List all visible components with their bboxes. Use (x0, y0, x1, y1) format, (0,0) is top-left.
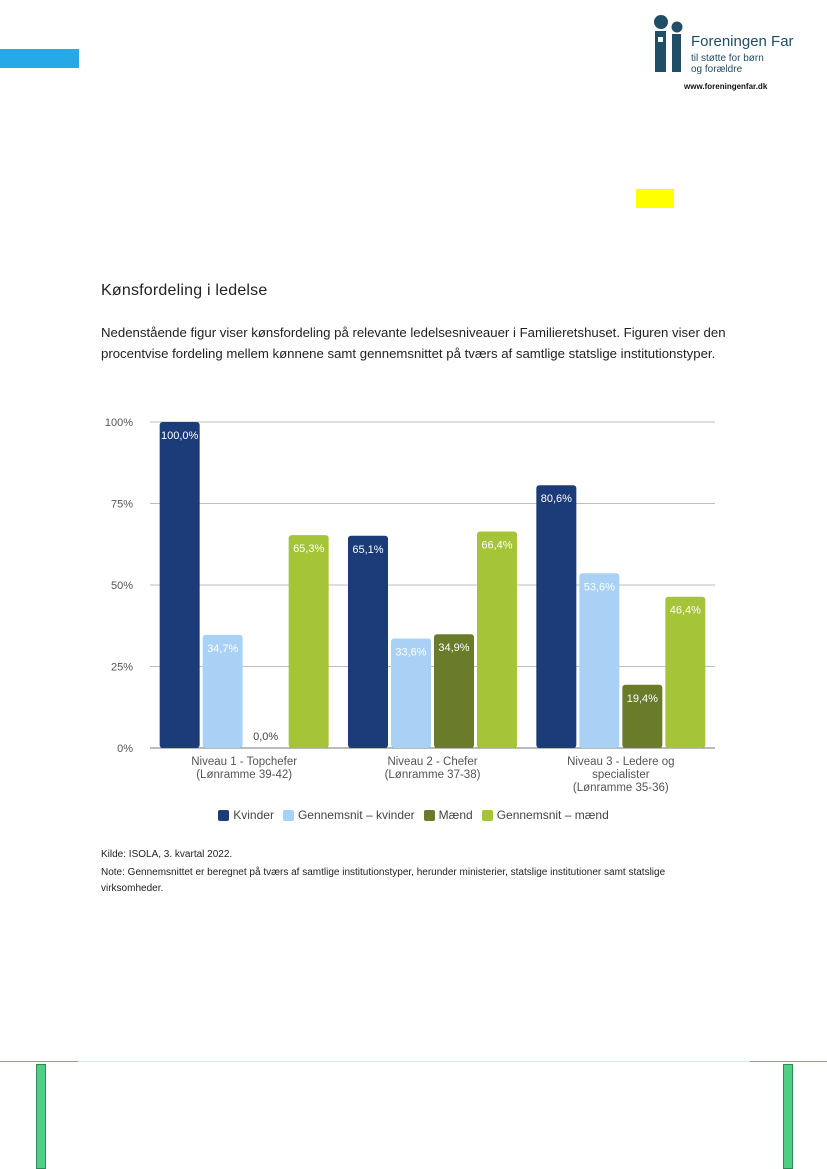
legend-item-gennemsnit-maend (482, 808, 609, 822)
bar (289, 535, 329, 748)
x-category-label: (Lønramme 37-38) (384, 769, 481, 781)
logo-url[interactable]: www.foreningenfar.dk (684, 82, 768, 91)
legend-label-kvinder: Kvinder (233, 808, 274, 822)
family-figures-icon (652, 14, 692, 76)
highlight-marker (636, 189, 674, 208)
foreningen-far-logo[interactable] (652, 14, 802, 94)
bar (536, 485, 576, 748)
y-tick-label: 75% (110, 498, 133, 511)
footer-green-bar-left (36, 1064, 46, 1169)
logo-tagline-line2: og forældre (691, 64, 743, 75)
bar-value-label: 53,6% (583, 581, 615, 594)
legend-item-gennemsnit-kvinder (283, 808, 415, 822)
section-title: Kønsfordeling i ledelse (101, 282, 268, 299)
logo-tagline-line1: til støtte for børn (691, 53, 764, 64)
footer-line-right (750, 1061, 827, 1062)
y-tick-label: 0% (117, 743, 133, 755)
bar-value-label: 34,7% (207, 642, 239, 655)
bar-value-label: 65,1% (352, 543, 384, 556)
bar (665, 597, 705, 748)
legend-label-maend: Mænd (438, 808, 473, 822)
legend-swatch-maend (424, 810, 435, 821)
chart-legend (0, 808, 827, 822)
bar-value-label: 33,6% (395, 646, 427, 659)
chart-note: Note: Gennemsnittet er beregnet på tværs af samtlige institutionstyper, herunder ministerier, statslige institutioner samt statslige virksomheder. (101, 867, 666, 894)
header-accent-bar (0, 49, 79, 68)
bar (477, 532, 517, 748)
legend-swatch-gennemsnit-maend (482, 810, 493, 821)
footer-line-left (0, 1061, 78, 1062)
legend-label-gennemsnit-maend: Gennemsnit – mænd (496, 808, 609, 822)
legend-label-gennemsnit-kvinder: Gennemsnit – kvinder (297, 808, 415, 822)
y-tick-label: 100% (104, 417, 133, 429)
bar-value-label: 66,4% (481, 539, 513, 552)
y-tick-label: 50% (110, 580, 133, 592)
x-category-label: Niveau 2 - Chefer (387, 756, 478, 768)
bar-value-label: 34,9% (438, 642, 470, 655)
x-category-label: Niveau 3 - Ledere og (567, 756, 675, 768)
bar (160, 422, 200, 748)
legend-swatch-kvinder (218, 810, 229, 821)
gender-distribution-bar-chart (95, 410, 725, 805)
bar-value-label: 100,0% (161, 430, 199, 442)
legend-item-kvinder (218, 808, 274, 822)
footer-line-middle (78, 1061, 750, 1062)
bar (348, 536, 388, 748)
x-category-label: (Lønramme 39-42) (196, 769, 293, 781)
bar (579, 573, 619, 748)
bar-value-label: 0,0% (253, 731, 279, 743)
legend-swatch-gennemsnit-kvinder (283, 810, 294, 821)
x-category-label: specialister (592, 769, 650, 781)
bar-value-label: 19,4% (626, 692, 658, 705)
chart-source: Kilde: ISOLA, 3. kvartal 2022. (101, 849, 233, 860)
x-category-label: Niveau 1 - Topchefer (191, 756, 298, 768)
intro-paragraph: Nedenstående figur viser kønsfordeling på relevante ledelsesniveauer i Familieretshuset. Figuren viser den procentvise fordeling mellem kønnene samt gennemsnittet på tværs af samtlige statslige institutionstyper. (101, 325, 726, 361)
logo-name: Foreningen Far (691, 33, 794, 50)
legend-item-maend (424, 808, 473, 822)
bar-value-label: 65,3% (293, 543, 325, 556)
bar-value-label: 80,6% (540, 493, 572, 506)
x-category-label: (Lønramme 35-36) (572, 782, 669, 794)
y-tick-label: 25% (110, 661, 133, 674)
bar-value-label: 46,4% (669, 604, 701, 617)
footer-green-bar-right (783, 1064, 793, 1169)
